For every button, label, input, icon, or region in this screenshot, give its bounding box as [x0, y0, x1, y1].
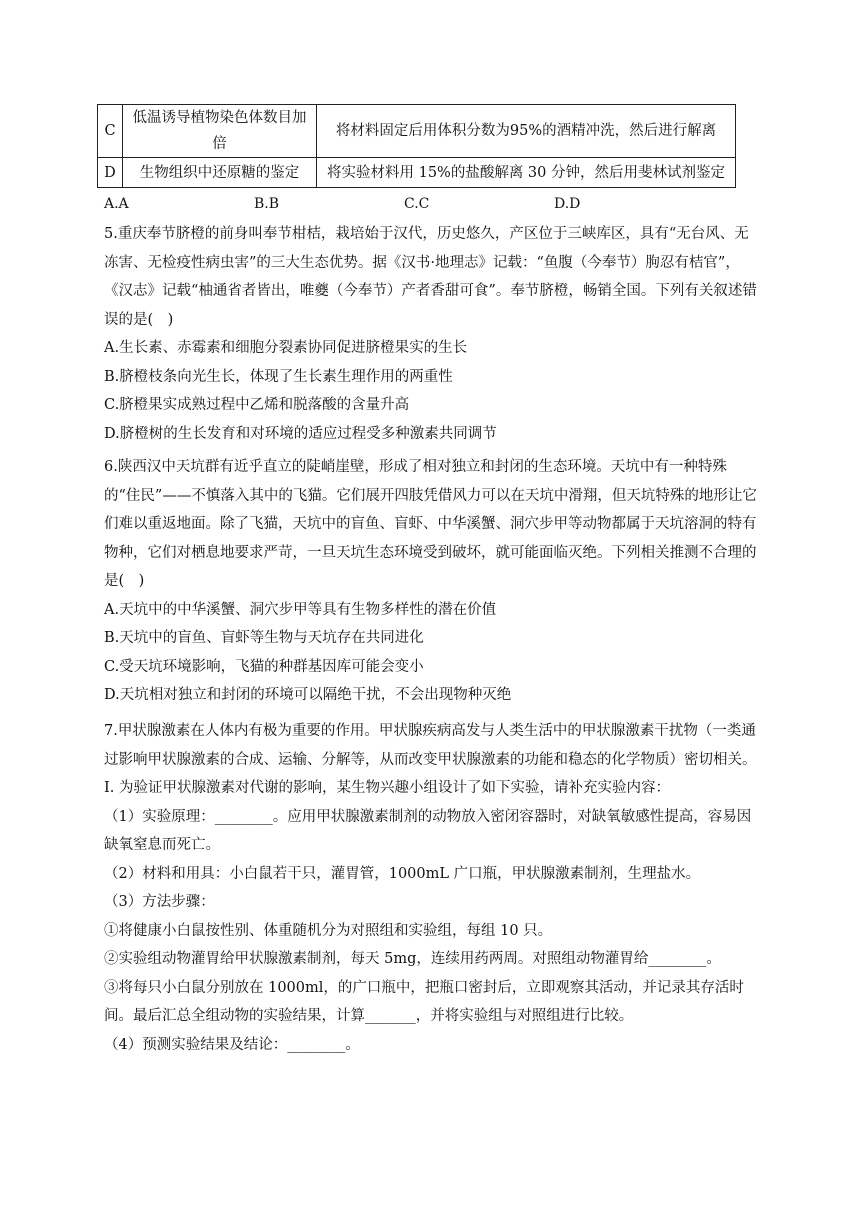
question-6	[104, 453, 758, 710]
step-2: ②实验组动物灌胃给甲状腺激素制剂，每天 5mg，连续用药两周。对照组动物灌胃给________。	[104, 951, 721, 967]
subquestion-2: （2）材料和用具：小白鼠若干只，灌胃管，1000mL 广口瓶，甲状腺激素制剂，生理盐水。	[104, 865, 701, 882]
answer-option-b[interactable]: B.B	[254, 196, 280, 212]
experiment-name: 生物组织中还原糖的鉴定	[123, 158, 317, 188]
option-a[interactable]: A.天坑中的中华溪蟹、洞穴步甲等具有生物多样性的潜在价值	[104, 601, 497, 618]
options-table	[97, 104, 736, 188]
option-a[interactable]: A.生长素、赤霉素和细胞分裂素协同促进脐橙果实的生长	[104, 340, 468, 356]
option-d[interactable]: D.天坑相对独立和封闭的环境可以隔绝干扰，不会出现物种灭绝	[104, 687, 512, 703]
answer-option-d[interactable]: D.D	[554, 196, 581, 212]
row-letter: D	[98, 158, 123, 188]
experiment-method: 将材料固定后用体积分数为95%的酒精冲洗，然后进行解离	[317, 105, 736, 158]
part-one-intro: I. 为验证甲状腺激素对代谢的影响，某生物兴趣小组设计了如下实验，请补充实验内容：	[104, 780, 670, 796]
step-3: ③将每只小白鼠分别放在 1000ml，的广口瓶中，把瓶口密封后，立即观察其活动，并记录其存活时间。最后汇总全组动物的实验结果，计算_______，并将实验组与对照组进行比较。	[104, 979, 744, 1024]
subquestion-1: （1）实验原理：________。应用甲状腺激素制剂的动物放入密闭容器时，对缺氧敏感性提高，容易因缺氧窒息而死亡。	[104, 808, 752, 853]
experiment-method: 将实验材料用 15%的盐酸解离 30 分钟，然后用斐林试剂鉴定	[317, 158, 736, 188]
option-d[interactable]: D.脐橙树的生长发育和对环境的适应过程受多种激素共同调节	[104, 425, 497, 442]
table-row	[98, 158, 736, 188]
option-b[interactable]: B.脐橙枝条向光生长，体现了生长素生理作用的两重性	[104, 368, 453, 385]
question-7	[104, 717, 758, 1059]
question-stem: 5.重庆奉节脐橙的前身叫奉节柑桔，栽培始于汉代，历史悠久，产区位于三峡库区，具有“无台风、无冻害、无检疫性病虫害”的三大生态优势。据《汉书·地理志》记载：“鱼腹（今奉节）朐忍有桔官”，《汉志》记载“柚通省者皆出，唯夔（今奉节）产者香甜可食”。奉节脐橙，畅销全国。下列有关叙述错误的是( )	[104, 226, 757, 328]
q4-answer-choices	[104, 196, 624, 216]
answer-option-a[interactable]: A.A	[104, 196, 129, 212]
row-letter: C	[98, 105, 123, 158]
experiment-name: 低温诱导植物染色体数目加倍	[123, 105, 317, 158]
question-stem: 7.甲状腺激素在人体内有极为重要的作用。甲状腺疾病高发与人类生活中的甲状腺激素干扰物（一类通过影响甲状腺激素的合成、运输、分解等，从而改变甲状腺激素的功能和稳态的化学物质）密切相关。	[104, 723, 757, 768]
question-5	[104, 220, 758, 448]
table-row	[98, 105, 736, 158]
subquestion-4: （4）预测实验结果及结论：________。	[104, 1036, 360, 1053]
option-c[interactable]: C.受天坑环境影响，飞猫的种群基因库可能会变小	[104, 658, 424, 675]
option-c[interactable]: C.脐橙果实成熟过程中乙烯和脱落酸的含量升高	[104, 397, 410, 413]
step-1: ①将健康小白鼠按性别、体重随机分为对照组和实验组，每组 10 只。	[104, 922, 553, 939]
answer-option-c[interactable]: C.C	[404, 196, 430, 212]
question-stem: 6.陕西汉中天坑群有近乎直立的陡峭崖壁，形成了相对独立和封闭的生态环境。天坑中有一种特殊的“住民”——不慎落入其中的飞猫。它们展开四肢凭借风力可以在天坑中滑翔，但天坑特殊的地形让它们难以重返地面。除了飞猫，天坑中的盲鱼、盲虾、中华溪蟹、洞穴步甲等动物都属于天坑溶洞的特有物种，它们对栖息地要求严苛，一旦天坑生态环境受到破坏，就可能面临灭绝。下列相关推测不合理的是( )	[104, 459, 757, 589]
option-b[interactable]: B.天坑中的盲鱼、盲虾等生物与天坑存在共同进化	[104, 630, 424, 646]
subquestion-3: （3）方法步骤：	[104, 894, 215, 910]
